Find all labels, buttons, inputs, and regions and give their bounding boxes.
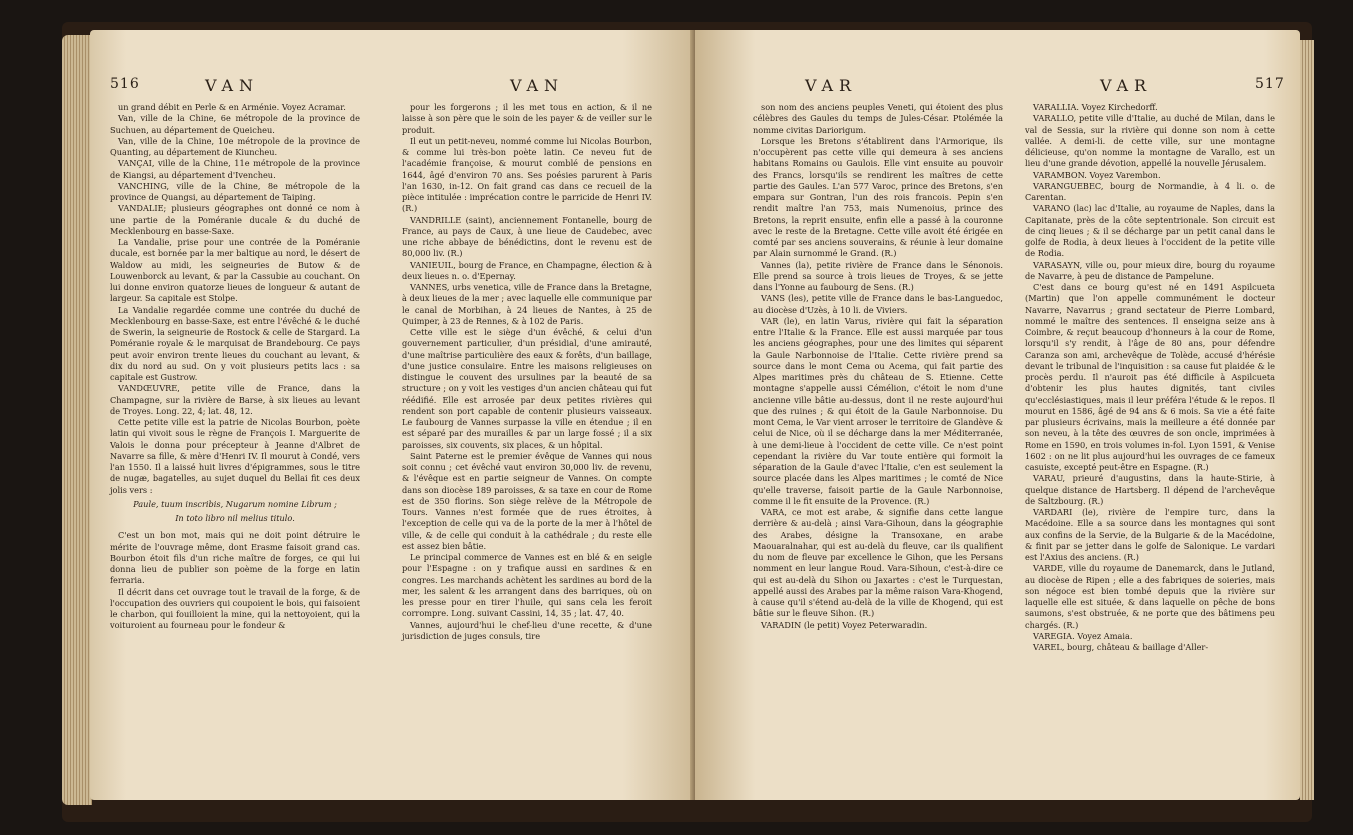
paragraph: Cette ville est le siège d'un évêché, & celui d'un gouvernement particulier, d'un présidial, d'une amirauté, d'une maîtrise particulière des eaux & forêts, d'un baillage, d'une justice consulaire. Entre les maisons religieuses on distingue le couvent des ursulines par la beauté de sa structure ; on y voit les vestiges d'un ancien château qui fut réédifié. Elle est arrosée par deux petites rivières qui rendent son port capable de contenir plusieurs vaisseaux. Le faubourg de Vannes surpasse la ville en étendue ; il en est séparé par des murailles & par un large fossé ; il a six paroisses, six couvents, six places, & un hôpital.: [402, 327, 652, 450]
paragraph: C'est un bon mot, mais qui ne doit point détruire le mérite de l'ouvrage même, dont Erasme faisoit grand cas. Bourbon étoit fils d'un riche maître de forges, ce qui lui donna lieu de publier son poème de la forge en latin ferraria.: [110, 530, 360, 586]
paragraph: VANNES, urbs venetica, ville de France dans la Bretagne, à deux lieues de la mer ; avec laquelle elle communique par le canal de Morbihan, à 24 lieues de Nantes, à 25 de Quimper, à 23 de Rennes, & à 102 de Paris.: [402, 282, 652, 326]
paragraph: VAR (le), en latin Varus, rivière qui fait la séparation entre l'Italie & la France. Elle est aussi marquée par tous les anciens géographes, pour une des limites qui séparent la Gaule Narbonnoise de l'Italie. Cette rivière prend sa source dans le mont Cema ou Acema, qui fait partie des Alpes maritimes près du château de S. Etienne. Cette montagne s'appelle aussi Cémélion, c'étoit le nom d'une ancienne ville bâtie au-dessus, dont il ne reste aujourd'hui que des ruines ; & qui étoit de la Gaule Narbonnoise. Du mont Cema, le Var vient arroser le territoire de Glandève & celui de Nice, où il se décharge dans la mer Méditerranée, à une demi-lieue à l'occident de cette ville. Ce n'est point cependant la rivière du Var toute entière qui formoit la séparation de la Gaule d'avec l'Italie, c'en est seulement la source placée dans les Alpes maritimes ; le comté de Nice qu'elle traverse, faisoit partie de la Gaule Narbonnoise, comme il le fit ensuite de la Provence. (R.): [753, 315, 1003, 506]
right-column-1: [753, 102, 1003, 631]
left-page: [90, 30, 695, 800]
paragraph: VAREL, bourg, château & baillage d'Aller-: [1033, 642, 1209, 652]
paragraph: Le principal commerce de Vannes est en blé & en seigle pour l'Espagne : on y trafique aussi en sardines & en congres. Les marchands achètent les sardines au bord de la mer, les salent & les arrangent dans des barriques, où on les presse pour en tirer l'huile, qui sans cela les feroit corrompre. Long. suivant Cassini, 14, 35 ; lat. 47, 40.: [402, 552, 652, 619]
paragraph: VARAMBON. Voyez Varembon.: [1033, 169, 1161, 180]
paragraph: Saint Paterne est le premier évêque de Vannes qui nous soit connu ; cet évêché vaut environ 30,000 liv. de revenu, & l'évêque est en partie seigneur de Vannes. On compte dans son diocèse 189 paroisses, & sa taxe en cour de Rome est de 350 florins. Son siège relève de la Métropole de Tours. Vannes n'est formée que de rues étroites, à l'exception de celle qui va de la porte de la mer à l'hôtel de ville, & de celle qui conduit à la cathédrale ; du reste elle est assez bien bâtie.: [402, 450, 652, 551]
paragraph: VANIEUIL, bourg de France, en Champagne, élection & à deux lieues n. o. d'Epernay.: [402, 259, 652, 281]
left-column-1: [110, 102, 360, 632]
left-page-edges: [62, 35, 92, 805]
paragraph: pour les forgerons ; il les met tous en action, & il ne laisse à son père que le soin de les payer & de veiller sur le produit.: [402, 102, 652, 135]
paragraph: VARANGUEBEC, bourg de Normandie, à 4 li. o. de Carentan.: [1025, 180, 1275, 202]
paragraph: VARDARI (le), rivière de l'empire turc, dans la Macédoine. Elle a sa source dans les montagnes qui sont aux confins de la Servie, de la Bulgarie & de la Macédoine, & finit par se jetter dans le golfe de Salonique. Le vardari est l'Axius des anciens. (R.): [1025, 507, 1275, 562]
paragraph: VARASAYN, ville ou, pour mieux dire, bourg du royaume de Navarre, à peu de distance de Pampelune.: [1025, 259, 1275, 281]
paragraph: un grand débit en Perle & en Arménie. Voyez Acramar.: [118, 102, 346, 112]
paragraph: C'est dans ce bourg qu'est né en 1491 Aspilcueta (Martin) que l'on appelle communément le docteur Navarre, Navarrus ; grand sectateur de Pierre Lombard, nommé le maître des sentences. Il enseigna seize ans à Coimbre, & reçut beaucoup d'honneurs à la cour de Rome, lorsqu'il s'y rendit, à l'âge de 80 ans, pour défendre Caranza son ami, archevêque de Tolède, accusé d'hérésie devant le tribunal de l'inquisition : sa cause fut plaidée & le procès perdu. Il n'auroit pas été difficile à Aspilcueta d'obtenir les plus hautes dignités, tant civiles qu'ecclésiastiques, mais il leur préféra l'étude & le repos. Il mourut en 1586, âgé de 94 ans & 6 mois. Sa vie a été faite par plusieurs écrivains, mais la meilleure a été donnée par son neveu, à la tête des œuvres de son oncle, imprimées à Rome en 1590, en trois volumes in-fol. Lyon 1591, & Venise 1602 : on ne lit plus aujourd'hui les ouvrages de ce fameux casuiste, excepté peut-être en Espagne. (R.): [1025, 282, 1275, 472]
paragraph: Cette petite ville est la patrie de Nicolas Bourbon, poète latin qui vivoit sous le règne de François I. Marguerite de Valois le donna pour précepteur à Jeanne d'Albret de Navarre sa fille, & mère d'Henri IV. Il mourut à Condé, vers l'an 1550. Il a laissé huit livres d'épigrammes, sous le titre de nugæ, bagatelles, au sujet duquel du Bellai fit ces deux jolis vers :: [110, 417, 360, 495]
paragraph: Paule, tuum inscribis, Nugarum nomine Librum ;: [133, 498, 337, 509]
paragraph: Vannes (la), petite rivière de France dans le Sénonois. Elle prend sa source à trois lieues de Troyes, & se jette dans l'Yonne au faubourg de Sens. (R.): [753, 259, 1003, 292]
paragraph: VANS (les), petite ville de France dans le bas-Languedoc, au diocèse d'Uzès, à 10 li. de Viviers.: [753, 293, 1003, 315]
paragraph: Van, ville de la Chine, 6e métropole de la province de Suchuen, au département de Queicheu.: [110, 113, 360, 135]
paragraph: VARDE, ville du royaume de Danemarck, dans le Jutland, au diocèse de Ripen ; elle a des fabriques de soieries, mais son négoce est bien tombé depuis que la rivière sur laquelle elle est située, & dans laquelle on pêche de bons saumons, s'est obstruée, & ne porte que des bâtimens peu chargés. (R.): [1025, 563, 1275, 630]
paragraph: VAREGIA. Voyez Amaia.: [1033, 630, 1133, 641]
paragraph: VANCHING, ville de la Chine, 8e métropole de la province de Quangsi, au département de Taiping.: [110, 180, 360, 202]
paragraph: VARADIN (le petit) Voyez Peterwaradin.: [761, 619, 928, 630]
running-head-left-1: VAN: [205, 76, 260, 95]
running-head-right-1: VAR: [805, 76, 858, 95]
paragraph: VARALLO, petite ville d'Italie, au duché de Milan, dans le val de Sessia, sur la rivière qui donne son nom à cette vallée. A demi-li. de cette ville, sur une montagne délicieuse, qu'on nomme la montagne de Varallo, est un lieu d'une grande dévotion, appellé la nouvelle Jérusalem.: [1025, 113, 1275, 169]
paragraph: Vannes, aujourd'hui le chef-lieu d'une recette, & d'une jurisdiction de juges consuls, tire: [402, 619, 652, 641]
paragraph: VARALLIA. Voyez Kirchedorff.: [1033, 102, 1158, 112]
paragraph: In toto libro nil melius titulo.: [175, 513, 295, 523]
paragraph: VANDALIE; plusieurs géographes ont donné ce nom à une partie de la Poméranie ducale & du duché de Mecklenbourg en basse-Saxe.: [110, 203, 360, 236]
paragraph: VARAU, prieuré d'augustins, dans la haute-Stirie, à quelque distance de Hartsberg. Il dépend de l'archevêque de Saltzbourg. (R.): [1025, 473, 1275, 506]
paragraph: son nom des anciens peuples Veneti, qui étoient des plus célèbres des Gaules du temps de Jules-César. Ptolémée la nomme civitas Dariorigum.: [753, 102, 1003, 135]
paragraph: VANÇAI, ville de la Chine, 11e métropole de la province de Kiangsi, au département d'Ivencheu.: [110, 158, 360, 180]
left-column-2: [402, 102, 652, 642]
page-number-right: 517: [1255, 76, 1285, 92]
running-head-right-2: VAR: [1100, 76, 1153, 95]
running-head-left-2: VAN: [510, 76, 565, 95]
right-page: [695, 30, 1300, 800]
paragraph: VARA, ce mot est arabe, & signifie dans cette langue derrière & au-delà ; ainsi Vara-Gihoun, dans la géographie des Arabes, désigne la Transoxane, en arabe Maouaralnahar, qui est au-delà du fleuve, car ils qualifient du nom de fleuve par excellence le Gihon, que les Persans nomment en leur langue Roud. Vara-Sihoun, c'est-à-dire ce qui est au-delà du Sihon ou Jaxartes : c'est le Turquestan, appellé aussi des Arabes par la même raison Vara-Khogend, à cause qu'il s'étend au-delà de la ville de Khogend, qui est bâtie sur le fleuve Sihon. (R.): [753, 507, 1003, 619]
paragraph: VANDŒUVRE, petite ville de France, dans la Champagne, sur la rivière de Barse, à six lieues au levant de Troyes. Long. 22, 4; lat. 48, 12.: [110, 383, 360, 416]
paragraph: La Vandalie, prise pour une contrée de la Poméranie ducale, est bornée par la mer baltique au nord, le désert de Waldow au midi, les seigneuries de Butow & de Louwenborck au levant, & par la Cassubie au couchant. On lui donne environ quatorze lieues de longueur & autant de largeur. Sa capitale est Stolpe.: [110, 237, 360, 304]
paragraph: Van, ville de la Chine, 10e métropole de la province de Quanting, au département de Kiuncheu.: [110, 135, 360, 157]
right-page-edges: [1300, 40, 1314, 800]
paragraph: VANDRILLE (saint), anciennement Fontanelle, bourg de France, au pays de Caux, à une lieue de Caudebec, avec une riche abbaye de bénédictins, dont le revenu est de 80,000 liv. (R.): [402, 214, 652, 259]
paragraph: Lorsque les Bretons s'établirent dans l'Armorique, ils n'occupèrent pas cette ville qui demeura à ses anciens habitans Romains ou Gaulois. Elle vint ensuite au pouvoir des Francs, lorsqu'ils se rendirent les maîtres de cette partie des Gaules. L'an 577 Varoc, prince des Bretons, s'en empara sur Gontran, l'un des rois francois. Pepin s'en rendit maître l'an 753, mais Numenoius, prince des Bretons, la reprit ensuite, enfin elle a passé à la couronne avec le reste de la Bretagne. Cette ville avoit été érigée en comté par ses anciens souverains, & réunie à leur domaine par Alain surnommé le Grand. (R.): [753, 135, 1003, 259]
right-column-2: [1025, 102, 1275, 653]
paragraph: Il eut un petit-neveu, nommé comme lui Nicolas Bourbon, & comme lui très-bon poète latin. Ce neveu fut de l'académie françoise, & mourut comblé de pensions en 1644, âgé d'environ 70 ans. Ses poésies parurent à Paris l'an 1630, in-12. On fait grand cas dans ce recueil de la pièce intitulée : imprécation contre le parricide de Henri IV. (R.): [402, 135, 652, 214]
paragraph: La Vandalie regardée comme une contrée du duché de Mecklenbourg en basse-Saxe, est entre l'évêché & le duché de Swerin, la seigneurie de Rostock & celle de Stargard. La Poméranie royale & le marquisat de Brandebourg. Ce pays peut avoir environ trente lieues du couchant au levant, & dix du nord au sud. On y voit plusieurs petits lacs : sa capitale est Gustrow.: [110, 304, 360, 382]
page-number-left: 516: [110, 76, 140, 92]
paragraph: VARANO (lac) lac d'Italie, au royaume de Naples, dans la Capitanate, près de la côte septentrionale. Son circuit est de cinq lieues ; & il se décharge par un petit canal dans le golfe de Rodia, à deux lieues à l'occident de la petite ville de Rodia.: [1025, 203, 1275, 259]
paragraph: Il décrit dans cet ouvrage tout le travail de la forge, & de l'occupation des ouvriers qui coupoient le bois, qui faisoient le charbon, qui fouilloient la mine, qui la nettoyoient, qui la voituroient au fourneau pour le fondeur &: [110, 586, 360, 631]
